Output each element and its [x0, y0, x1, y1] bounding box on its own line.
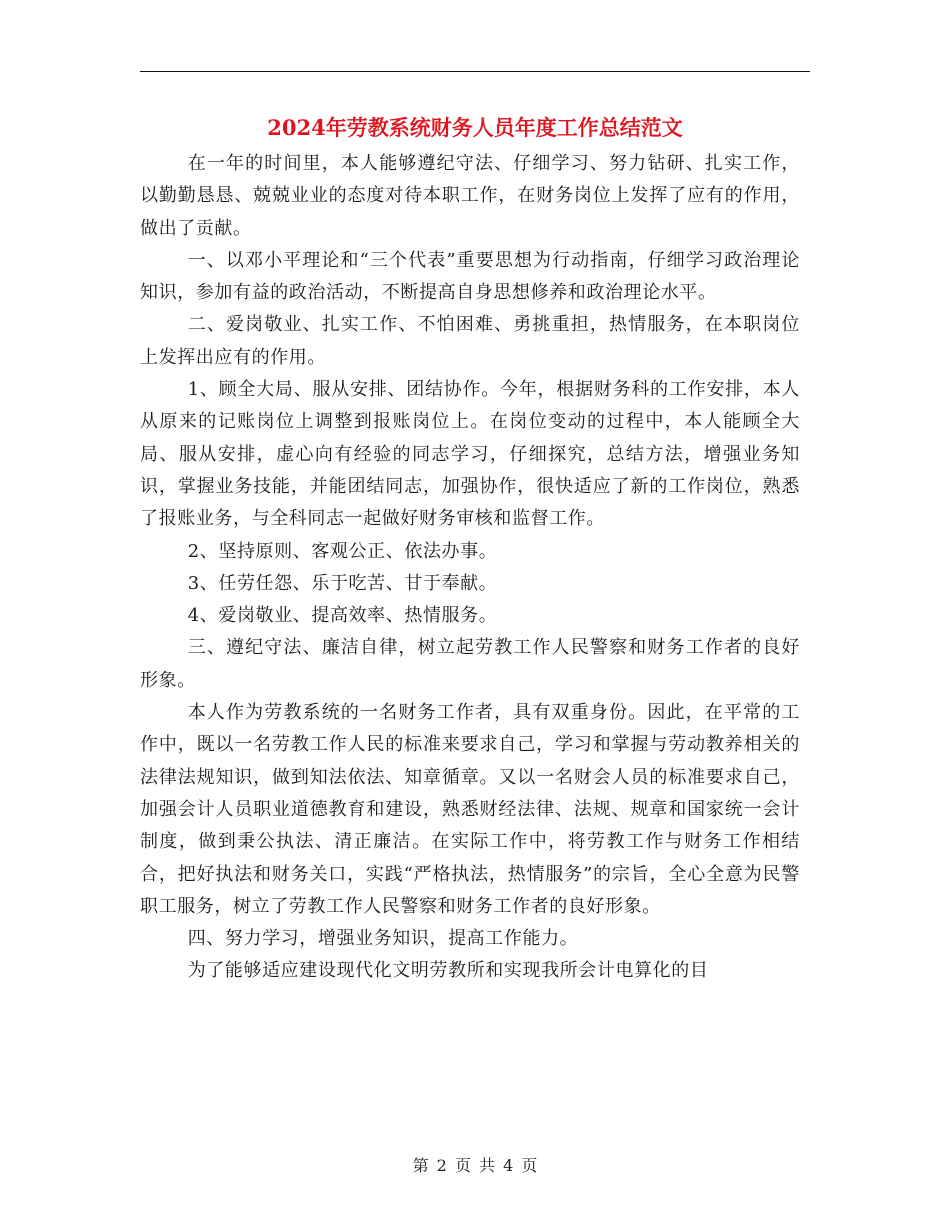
paragraph-section-4-body: 为了能够适应建设现代化文明劳教所和实现我所会计电算化的目 [187, 960, 709, 982]
paragraph-item-3: 3、任劳任怨、乐于吃苦、甘于奉献。 [187, 572, 498, 594]
paragraph-section-3-body: 本人作为劳教系统的一名财务工作者，具有双重身份。因此，在平常的工作中，既以一名劳教工作人民的标准来要求自己，学习和掌握与劳动教养相关的法律法规知识，做到知法依法、知章循章。又以一名财会人员的标准要求自己，加强会计人员职业道德教育和建设，熟悉财经法律、法规、规章和国家统一会计制度，做到秉公执法、清正廉洁。在实际工作中，将劳教工作与财务工作相结合，把好执法和财务关口，实践“严格执法，热情服务”的宗旨，全心全意为民警职工服务，树立了劳教工作人民警察和财务工作者的良好形象。 [140, 702, 800, 917]
paragraph-item-4: 4、爱岗敬业、提高效率、热情服务。 [187, 605, 498, 627]
paragraph-intro: 在一年的时间里，本人能够遵纪守法、仔细学习、努力钻研、扎实工作，以勤勤恳恳、兢兢业业的态度对待本职工作，在财务岗位上发挥了应有的作用，做出了贡献。 [140, 153, 800, 239]
document-title: 2024年劳教系统财务人员年度工作总结范文 [267, 115, 683, 140]
header-rule [140, 71, 810, 72]
document-body [140, 148, 800, 988]
paragraph-section-1: 一、以邓小平理论和“三个代表”重要思想为行动指南，仔细学习政治理论知识，参加有益的政治活动，不断提高自身思想修养和政治理论水平。 [140, 249, 800, 304]
paragraph-item-1: 1、顾全大局、服从安排、团结协作。今年，根据财务科的工作安排，本人从原来的记账岗位上调整到报账岗位上。在岗位变动的过程中，本人能顾全大局、服从安排，虚心向有经验的同志学习，仔细探究，总结方法，增强业务知识，掌握业务技能，并能团结同志，加强协作，很快适应了新的工作岗位，熟悉了报账业务，与全科同志一起做好财务审核和监督工作。 [140, 379, 800, 530]
paragraph-section-3: 三、遵纪守法、廉洁自律，树立起劳教工作人民警察和财务工作者的良好形象。 [140, 637, 800, 691]
page-number-footer: 第 2 页 共 4 页 [412, 1156, 538, 1175]
paragraph-item-2: 2、坚持原则、客观公正、依法办事。 [187, 540, 498, 562]
paragraph-section-4: 四、努力学习，增强业务知识，提高工作能力。 [187, 928, 579, 950]
paragraph-section-2: 二、爱岗敬业、扎实工作、不怕困难、勇挑重担，热情服务，在本职岗位上发挥出应有的作用。 [140, 314, 800, 368]
